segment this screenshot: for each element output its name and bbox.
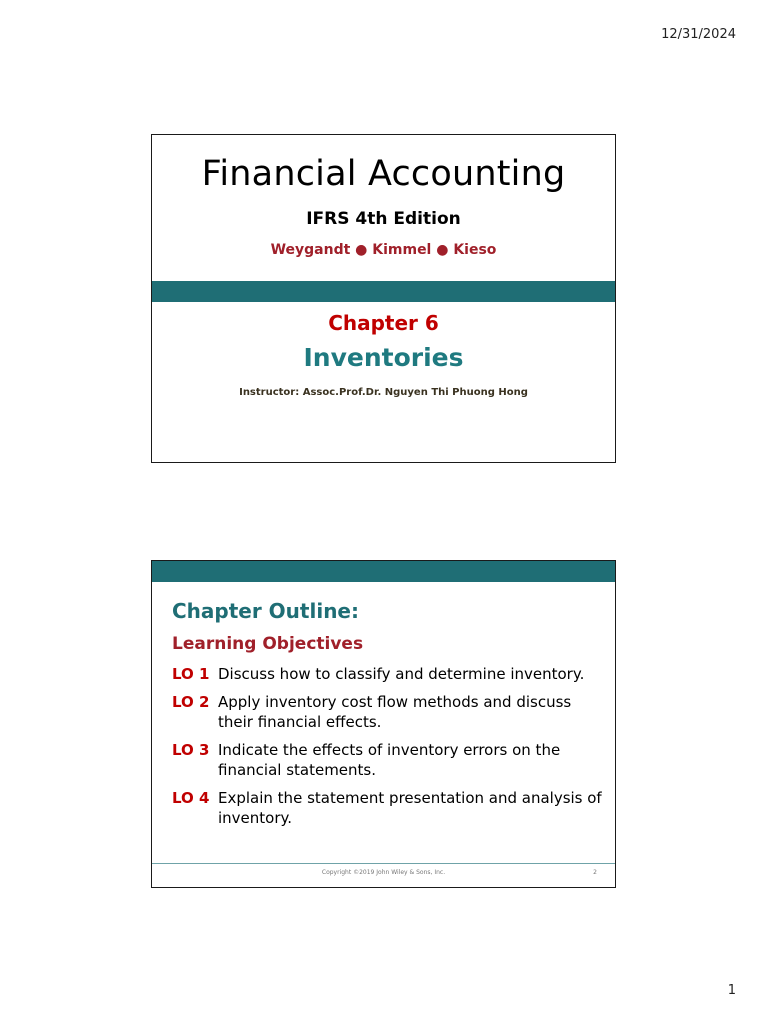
list-item — [172, 788, 602, 828]
objective-code: LO 2 — [172, 693, 210, 711]
chapter-label: Chapter 6 — [328, 311, 439, 335]
learning-objectives-list — [172, 664, 602, 836]
objective-code: LO 3 — [172, 741, 210, 759]
course-title: Financial Accounting — [201, 154, 566, 194]
copyright-notice: Copyright ©2019 John Wiley & Sons, Inc. — [321, 869, 446, 876]
objective-text: Apply inventory cost flow methods and discuss their financial effects. — [218, 693, 572, 731]
page-number: 1 — [727, 983, 736, 998]
objective-code: LO 1 — [172, 665, 210, 683]
teal-header-band — [152, 561, 615, 582]
objective-code: LO 4 — [172, 789, 210, 807]
objective-text: Discuss how to classify and determine inventory. — [218, 665, 585, 683]
list-item — [172, 740, 602, 780]
learning-objectives-heading: Learning Objectives — [172, 634, 364, 654]
authors-line: Weygandt ● Kimmel ● Kieso — [270, 242, 497, 258]
slide-number: 2 — [593, 869, 597, 876]
edition-label: IFRS 4th Edition — [306, 209, 461, 229]
list-item — [172, 692, 602, 732]
page-date: 12/31/2024 — [661, 27, 736, 42]
objective-text: Explain the statement presentation and analysis of inventory. — [218, 789, 602, 827]
outline-slide — [151, 560, 616, 888]
objective-text: Indicate the effects of inventory errors on the financial statements. — [218, 741, 561, 779]
title-slide — [151, 134, 616, 463]
teal-divider-band — [152, 281, 615, 302]
instructor-line: Instructor: Assoc.Prof.Dr. Nguyen Thi Phuong Hong — [239, 387, 528, 398]
list-item — [172, 664, 602, 684]
outline-heading: Chapter Outline: — [172, 599, 359, 623]
footer-divider — [152, 863, 615, 864]
chapter-topic: Inventories — [303, 343, 464, 372]
